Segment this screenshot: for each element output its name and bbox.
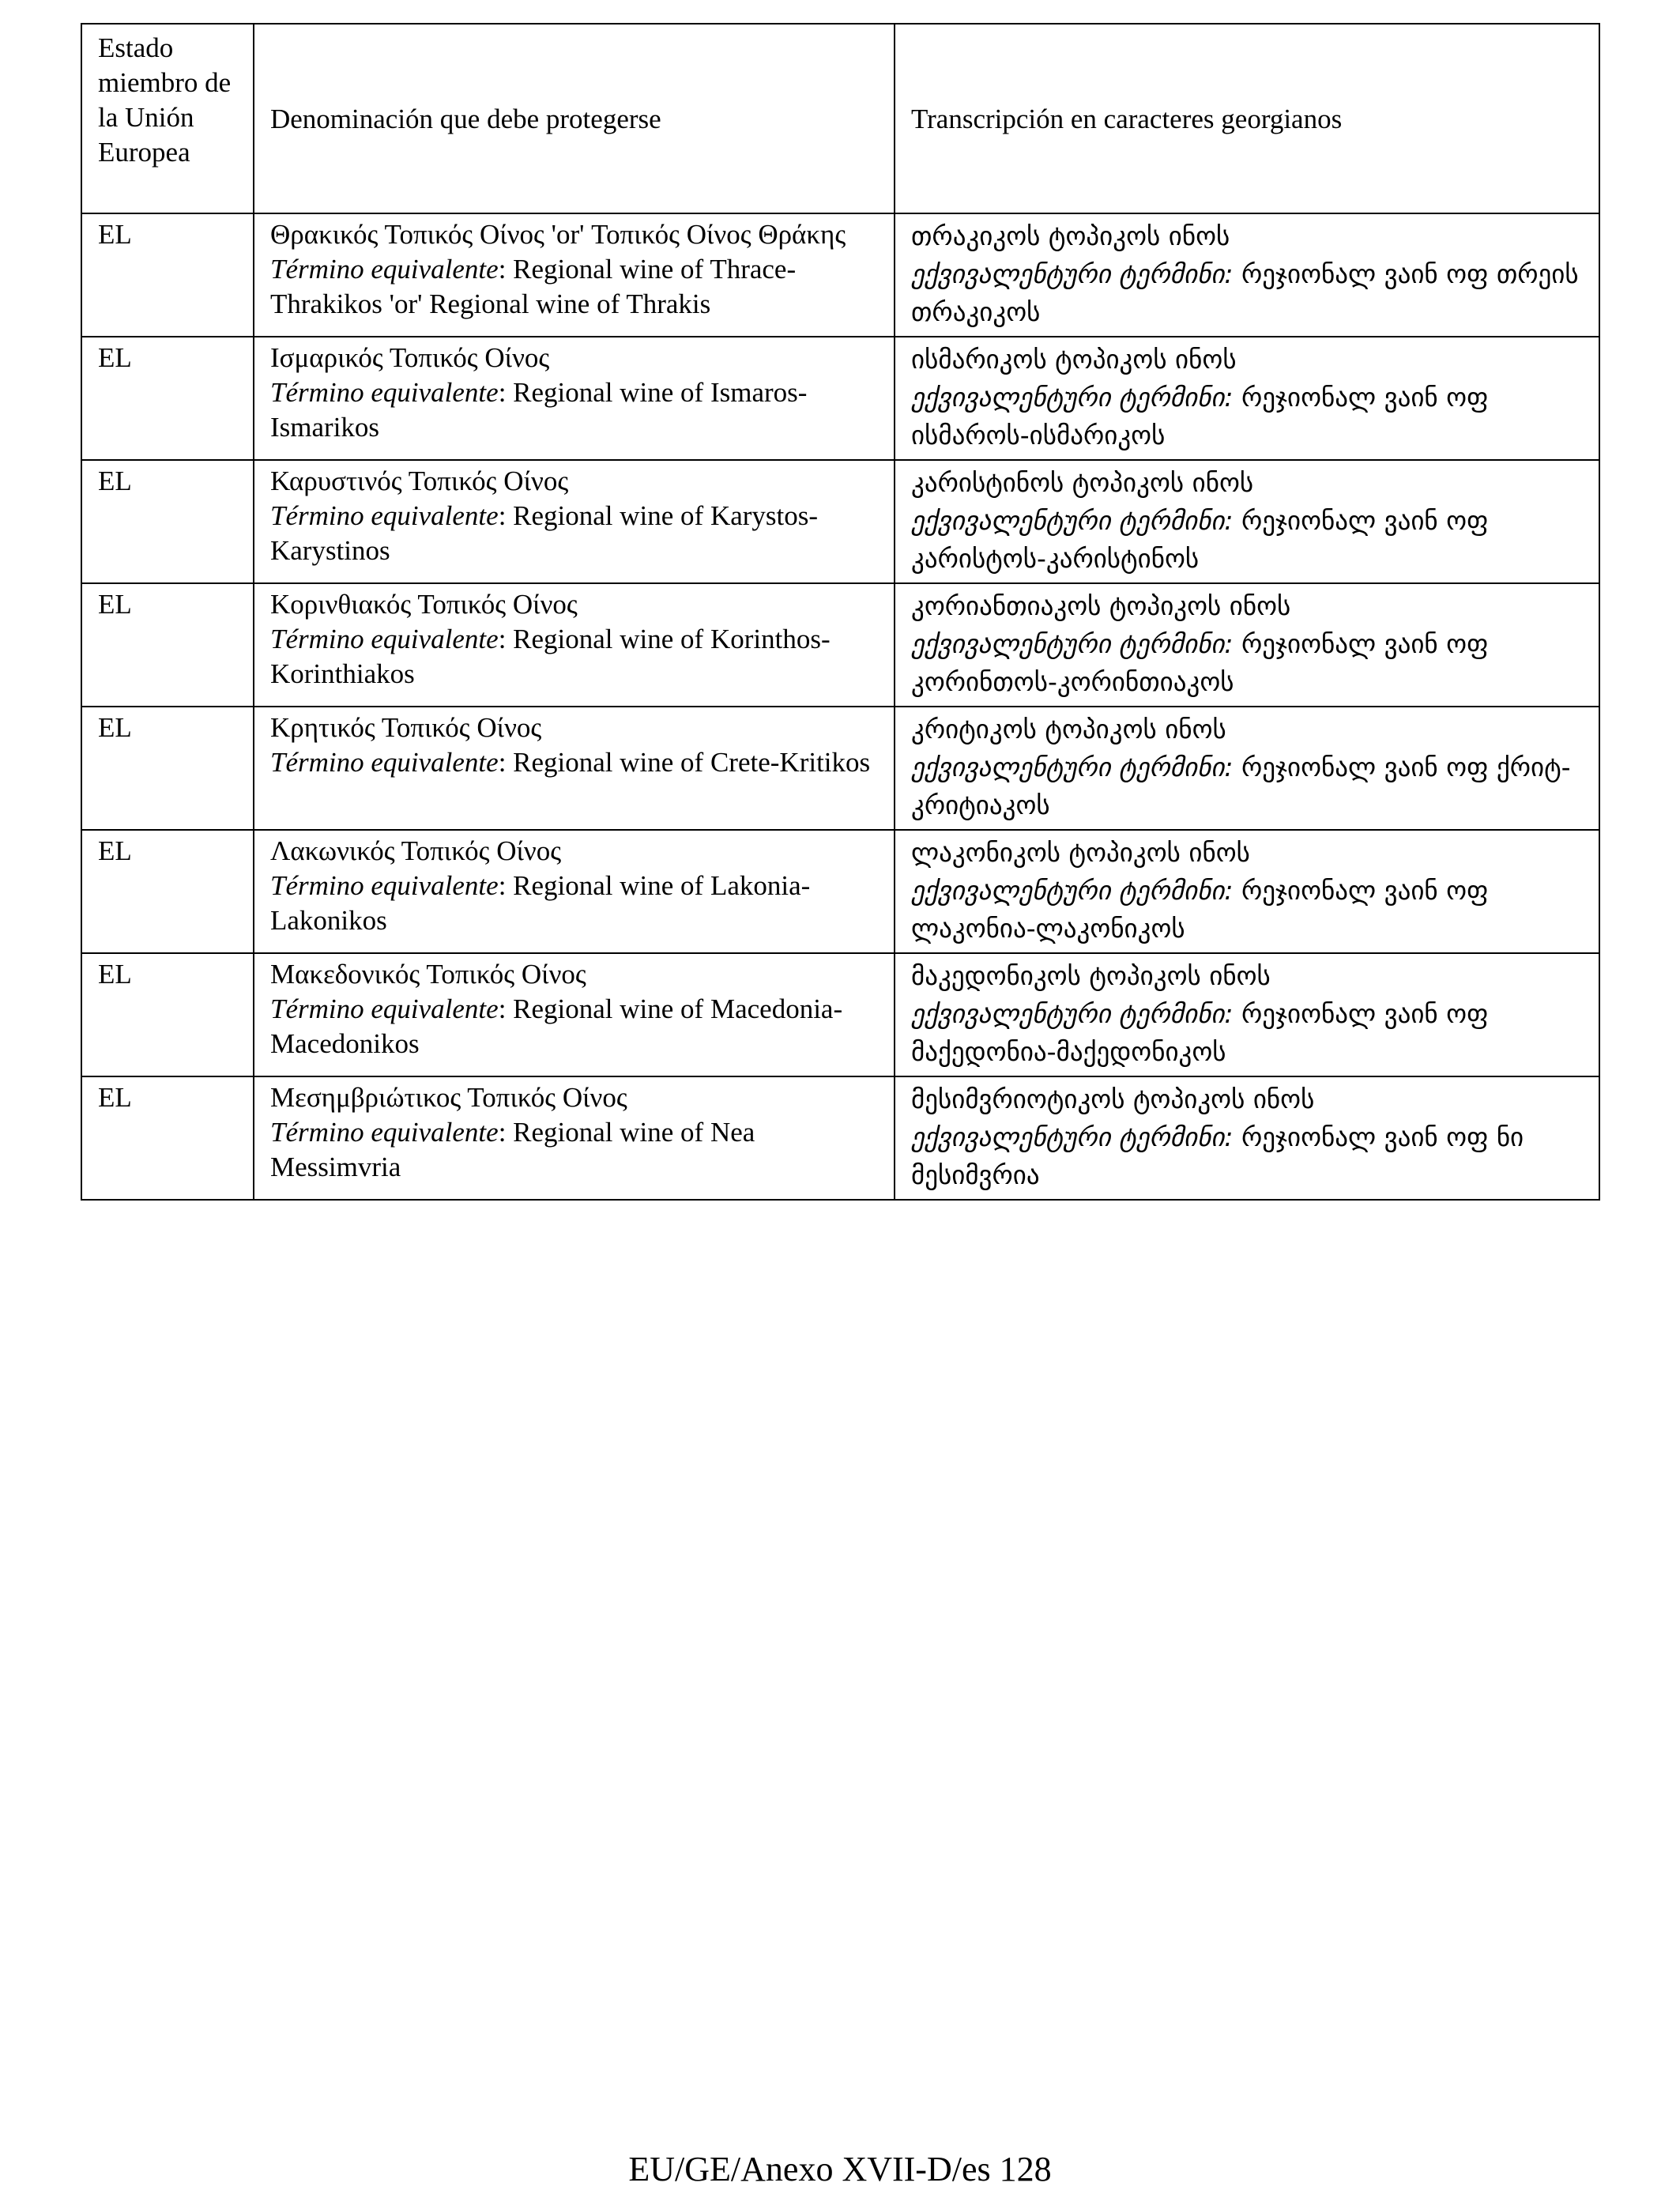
georgian-name: თრაკიკოს ტოპიკოს ინოს	[911, 221, 1230, 251]
georgian-equivalent-value: რეჯიონალ ვაინ ოფ ისმაროს-ისმარიკოს	[911, 382, 1489, 450]
equivalent-term-block	[270, 254, 796, 319]
georgian-transcription-cell	[895, 953, 1599, 1076]
member-state-cell: EL	[81, 707, 254, 830]
equivalent-term-value: : Regional wine of Korinthos-Korinthiakos	[270, 624, 831, 689]
protected-name: Μακεδονικός Τοπικός Οίνος	[270, 959, 586, 990]
protected-name: Καρυστινός Τοπικός Οίνος	[270, 466, 569, 496]
protected-name-cell	[254, 213, 895, 337]
georgian-name: კარისტინოს ტოპიკოს ინოს	[911, 467, 1254, 498]
georgian-transcription-cell	[895, 337, 1599, 460]
georgian-equivalent-block	[911, 382, 1488, 450]
protected-name: Μεσημβριώτικος Τοπικός Οίνος	[270, 1082, 627, 1113]
member-state-cell: EL	[81, 953, 254, 1076]
equivalent-term-block	[270, 870, 810, 936]
equivalent-term-label: Término equivalente	[270, 1117, 499, 1148]
georgian-transcription-cell	[895, 213, 1599, 337]
equivalent-term-block	[270, 747, 870, 778]
georgian-equivalent-value: რეჯიონალ ვაინ ოფ მაქედონია-მაქედონიკოს	[911, 998, 1489, 1067]
equivalent-term-block	[270, 993, 842, 1059]
georgian-equivalent-label: ექვივალენტური ტერმინი:	[911, 752, 1234, 782]
header-member-state: Estado miembro de la Unión Europea	[81, 24, 254, 213]
georgian-equivalent-block	[911, 505, 1488, 574]
geographical-indications-table	[81, 23, 1600, 1201]
georgian-transcription-cell	[895, 583, 1599, 707]
georgian-name: ლაკონიკოს ტოპიკოს ინოს	[911, 837, 1250, 868]
georgian-equivalent-value: რეჯიონალ ვაინ ოფ ქრიტ-კრიტიაკოს	[911, 752, 1571, 820]
equivalent-term-block	[270, 1117, 755, 1182]
georgian-equivalent-value: რეჯიონალ ვაინ ოფ კორინთოს-კორინთიაკოს	[911, 628, 1489, 697]
equivalent-term-label: Término equivalente	[270, 870, 499, 901]
equivalent-term-label: Término equivalente	[270, 624, 499, 654]
georgian-equivalent-block	[911, 258, 1579, 327]
protected-name: Λακωνικός Τοπικός Οίνος	[270, 835, 562, 866]
equivalent-term-value: : Regional wine of Karystos-Karystinos	[270, 500, 819, 566]
georgian-equivalent-label: ექვივალენტური ტერმინი:	[911, 998, 1234, 1029]
georgian-equivalent-block	[911, 628, 1488, 697]
table-body	[81, 213, 1599, 1200]
equivalent-term-label: Término equivalente	[270, 993, 499, 1024]
member-state-cell: EL	[81, 460, 254, 583]
georgian-equivalent-block	[911, 1122, 1524, 1190]
member-state-cell: EL	[81, 213, 254, 337]
equivalent-term-label: Término equivalente	[270, 500, 499, 531]
georgian-transcription-cell	[895, 460, 1599, 583]
georgian-equivalent-label: ექვივალენტური ტერმინი:	[911, 382, 1234, 413]
protected-name-cell	[254, 460, 895, 583]
protected-name: Ισμαρικός Τοπικός Οίνος	[270, 342, 550, 373]
georgian-transcription-cell	[895, 1076, 1599, 1200]
member-state-cell: EL	[81, 830, 254, 953]
georgian-equivalent-block	[911, 875, 1488, 944]
protected-name-cell	[254, 337, 895, 460]
member-state-cell: EL	[81, 1076, 254, 1200]
equivalent-term-block	[270, 377, 807, 443]
equivalent-term-block	[270, 500, 818, 566]
georgian-equivalent-value: რეჯიონალ ვაინ ოფ თრეის თრაკიკოს	[911, 258, 1579, 327]
member-state-cell: EL	[81, 337, 254, 460]
equivalent-term-label: Término equivalente	[270, 747, 499, 778]
table-row	[81, 830, 1599, 953]
georgian-equivalent-block	[911, 998, 1488, 1067]
georgian-name: მესიმვრიოტიკოს ტოპიკოს ინოს	[911, 1084, 1315, 1114]
protected-name-cell	[254, 830, 895, 953]
page-footer-reference: EU/GE/Anexo XVII-D/es 128	[628, 2150, 1052, 2188]
protected-name: Κρητικός Τοπικός Οίνος	[270, 712, 542, 743]
equivalent-term-value: : Regional wine of Nea Messimvria	[270, 1117, 755, 1182]
equivalent-term-label: Término equivalente	[270, 254, 499, 285]
table-row	[81, 953, 1599, 1076]
table-row	[81, 460, 1599, 583]
georgian-transcription-cell	[895, 707, 1599, 830]
georgian-equivalent-label: ექვივალენტური ტერმინი:	[911, 505, 1234, 536]
georgian-equivalent-value: რეჯიონალ ვაინ ოფ ლაკონია-ლაკონიკოს	[911, 875, 1489, 944]
protected-name: Κορινθιακός Τοπικός Οίνος	[270, 589, 578, 620]
header-protected-name: Denominación que debe protegerse	[254, 24, 895, 213]
equivalent-term-block	[270, 624, 831, 689]
table-header-row	[81, 24, 1599, 213]
table-row	[81, 1076, 1599, 1200]
protected-name-cell	[254, 707, 895, 830]
equivalent-term-value: : Regional wine of Ismaros-Ismarikos	[270, 377, 808, 443]
georgian-name: კორიანთიაკოს ტოპიკოს ინოს	[911, 590, 1291, 621]
equivalent-term-value: : Regional wine of Lakonia-Lakonikos	[270, 870, 811, 936]
header-georgian-transcription: Transcripción en caracteres georgianos	[895, 24, 1599, 213]
equivalent-term-value: : Regional wine of Thrace-Thrakikos 'or' Regional wine of Thrakis	[270, 254, 797, 319]
georgian-equivalent-label: ექვივალენტური ტერმინი:	[911, 1122, 1234, 1152]
protected-name-cell	[254, 1076, 895, 1200]
georgian-equivalent-label: ექვივალენტური ტერმინი:	[911, 628, 1234, 659]
table-row	[81, 707, 1599, 830]
table-row	[81, 337, 1599, 460]
equivalent-term-label: Término equivalente	[270, 377, 499, 408]
georgian-equivalent-value: რეჯიონალ ვაინ ოფ ნი მესიმვრია	[911, 1122, 1524, 1190]
georgian-name: კრიტიკოს ტოპიკოს ინოს	[911, 714, 1226, 745]
georgian-equivalent-value: რეჯიონალ ვაინ ოფ კარისტოს-კარისტინოს	[911, 505, 1489, 574]
protected-name-cell	[254, 953, 895, 1076]
georgian-name: ისმარიკოს ტოპიკოს ინოს	[911, 344, 1237, 375]
protected-name-cell	[254, 583, 895, 707]
member-state-cell: EL	[81, 583, 254, 707]
georgian-equivalent-label: ექვივალენტური ტერმინი:	[911, 875, 1234, 906]
georgian-name: მაკედონიკოს ტოპიკოს ინოს	[911, 960, 1271, 991]
protected-name: Θρακικός Τοπικός Οίνος 'or' Τοπικός Οίνος Θράκης	[270, 219, 846, 250]
georgian-equivalent-block	[911, 752, 1571, 820]
equivalent-term-value: : Regional wine of Crete-Kritikos	[498, 747, 871, 778]
table-row	[81, 583, 1599, 707]
georgian-equivalent-label: ექვივალენტური ტერმინი:	[911, 258, 1234, 289]
georgian-transcription-cell	[895, 830, 1599, 953]
equivalent-term-value: : Regional wine of Macedonia-Macedonikos	[270, 993, 843, 1059]
table-row	[81, 213, 1599, 337]
